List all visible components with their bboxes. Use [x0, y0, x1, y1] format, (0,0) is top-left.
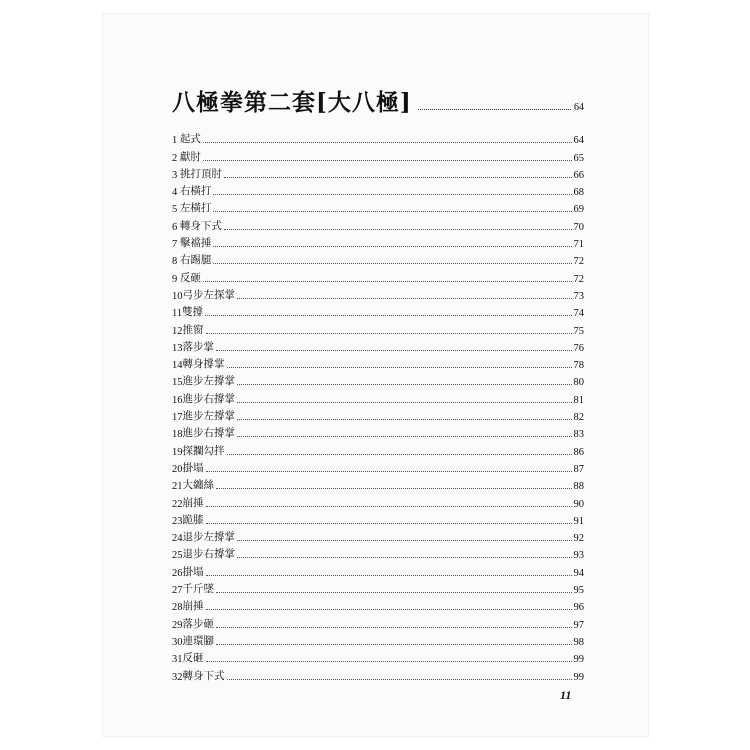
dot-leader [216, 644, 572, 645]
entry-number: 25 [172, 550, 183, 562]
entry-title: 進步左撐掌 [182, 375, 235, 388]
entry-number: 14 [172, 360, 183, 372]
entry-page-number: 83 [573, 429, 584, 441]
entry-page-number: 90 [573, 498, 584, 510]
entry-title: 擊襠捶 [179, 237, 212, 250]
entry-page-number: 81 [573, 394, 584, 406]
entry-title: 落步掌 [182, 340, 214, 353]
dot-leader [213, 211, 571, 212]
entry-page-number: 66 [573, 169, 584, 181]
entry-number: 11 [172, 308, 183, 320]
entry-title: 落步砸 [182, 617, 214, 630]
entry-page-number: 78 [573, 360, 584, 372]
entry-number: 32 [172, 671, 183, 683]
entry-number: 22 [172, 498, 183, 510]
entry-number: 13 [172, 342, 183, 354]
toc-entry [172, 527, 584, 544]
entry-page-number: 88 [573, 481, 584, 493]
entry-page-number: 91 [573, 515, 584, 527]
entry-number: 23 [172, 515, 183, 527]
entry-title: 左橫打 [179, 202, 212, 215]
entry-number: 16 [172, 394, 183, 406]
dot-leader [237, 540, 572, 541]
entry-page-number: 99 [573, 671, 584, 683]
toc-entry [172, 337, 584, 354]
entry-number: 26 [172, 567, 183, 579]
toc-entry [172, 665, 584, 682]
entry-page-number: 69 [573, 204, 584, 216]
entry-title: 連環腳 [182, 634, 214, 647]
dot-leader [237, 298, 572, 299]
entry-page-number: 96 [573, 602, 584, 614]
entry-title: 起式 [179, 133, 201, 146]
toc-entry [172, 648, 584, 665]
toc-list [172, 129, 584, 683]
dot-leader [224, 229, 572, 230]
dot-leader [227, 454, 572, 455]
entry-page-number: 65 [573, 152, 584, 164]
entry-title: 右踢腿 [179, 254, 212, 267]
dot-leader [237, 419, 572, 420]
toc-entry [172, 354, 584, 371]
dot-leader [227, 679, 572, 680]
entry-number: 10 [172, 290, 183, 302]
entry-title: 進步左撐掌 [182, 410, 235, 423]
entry-number: 18 [172, 429, 183, 441]
entry-number: 8 [172, 256, 180, 268]
entry-number: 17 [172, 412, 183, 424]
toc-entry [172, 319, 584, 336]
dot-leader [216, 592, 572, 593]
toc-entry [172, 579, 584, 596]
dot-leader [206, 575, 572, 576]
entry-page-number: 73 [573, 290, 584, 302]
entry-title: 千斤墜 [182, 583, 214, 596]
dot-leader [203, 281, 572, 282]
toc-entry [172, 613, 584, 630]
entry-title: 雙撐 [182, 306, 204, 319]
entry-number: 3 [172, 169, 180, 181]
entry-number: 6 [172, 221, 180, 233]
entry-page-number: 82 [573, 412, 584, 424]
entry-page-number: 72 [573, 256, 584, 268]
toc-entry [172, 250, 584, 267]
entry-title: 退步右撐掌 [182, 548, 235, 561]
dot-leader [213, 194, 571, 195]
entry-number: 28 [172, 602, 183, 614]
entry-title: 崩捶 [182, 496, 204, 509]
toc-entry [172, 302, 584, 319]
entry-page-number: 93 [573, 550, 584, 562]
entry-page-number: 68 [573, 187, 584, 199]
toc-entry [172, 267, 584, 284]
toc-entry [172, 631, 584, 648]
dot-leader [213, 246, 571, 247]
toc-entry [172, 510, 584, 527]
entry-title: 進步右撐掌 [182, 427, 235, 440]
entry-number: 4 [172, 187, 180, 199]
entry-number: 21 [172, 481, 183, 493]
dot-leader [206, 471, 572, 472]
toc-entry [172, 440, 584, 457]
entry-title: 進步右撐掌 [182, 392, 235, 405]
entry-number: 12 [172, 325, 183, 337]
toc-entry [172, 198, 584, 215]
dot-leader [216, 627, 572, 628]
toc-entry [172, 423, 584, 440]
folio-number: 11 [560, 688, 572, 702]
dot-leader [237, 402, 572, 403]
entry-page-number: 70 [573, 221, 584, 233]
entry-title: 跪膝 [182, 513, 204, 526]
entry-page-number: 87 [573, 463, 584, 475]
dot-leader [203, 160, 572, 161]
toc-entry [172, 233, 584, 250]
toc-entry [172, 215, 584, 232]
entry-page-number: 94 [573, 567, 584, 579]
dot-leader [216, 488, 572, 489]
entry-title: 掛塌 [182, 565, 204, 578]
dot-leader [206, 506, 572, 507]
dot-leader [224, 177, 572, 178]
dot-leader [237, 557, 572, 558]
toc-entry [172, 146, 584, 163]
entry-title: 挑打頂肘 [179, 167, 222, 180]
entry-page-number: 72 [573, 273, 584, 285]
dot-leader [216, 350, 572, 351]
entry-page-number: 71 [573, 239, 584, 251]
dot-leader [213, 263, 571, 264]
entry-page-number: 80 [573, 377, 584, 389]
entry-page-number: 95 [573, 585, 584, 597]
entry-title: 推窗 [182, 323, 204, 336]
toc-entry [172, 492, 584, 509]
entry-number: 7 [172, 239, 180, 251]
dot-leader [227, 367, 572, 368]
entry-number: 30 [172, 636, 183, 648]
toc-entry [172, 181, 584, 198]
dot-leader [205, 315, 571, 316]
entry-title: 獻肘 [179, 150, 201, 163]
toc-entry [172, 129, 584, 146]
entry-title: 退步左撐掌 [182, 531, 235, 544]
entry-number: 31 [172, 654, 183, 666]
entry-title: 大纏絲 [182, 479, 214, 492]
entry-title: 轉身下式 [182, 669, 225, 682]
entry-page-number: 75 [573, 325, 584, 337]
toc-entry [172, 285, 584, 302]
entry-title: 反砸 [182, 652, 204, 665]
entry-number: 20 [172, 463, 183, 475]
entry-number: 27 [172, 585, 183, 597]
toc-entry [172, 544, 584, 561]
entry-number: 5 [172, 204, 180, 216]
entry-title: 轉身下式 [179, 219, 222, 232]
entry-number: 2 [172, 152, 180, 164]
entry-page-number: 97 [573, 619, 584, 631]
entry-title: 弓步左探掌 [182, 288, 235, 301]
entry-page-number: 86 [573, 446, 584, 458]
entry-number: 19 [172, 446, 183, 458]
entry-page-number: 98 [573, 636, 584, 648]
section-heading [172, 89, 584, 117]
toc-entry [172, 406, 584, 423]
dot-leader [418, 109, 571, 110]
section-title: 八極拳第二套[大八極] [172, 89, 412, 116]
entry-title: 轉身撐掌 [182, 358, 225, 371]
entry-title: 反砸 [179, 271, 201, 284]
dot-leader [206, 609, 572, 610]
dot-leader [206, 333, 572, 334]
dot-leader [237, 384, 572, 385]
toc-entry [172, 164, 584, 181]
entry-page-number: 76 [573, 342, 584, 354]
entry-number: 1 [172, 135, 180, 147]
entry-number: 29 [172, 619, 183, 631]
entry-title: 探攔勾拌 [182, 444, 225, 457]
entry-page-number: 99 [573, 654, 584, 666]
toc-entry [172, 561, 584, 578]
toc-entry [172, 458, 584, 475]
toc-entry [172, 475, 584, 492]
toc-entry [172, 596, 584, 613]
entry-page-number: 64 [573, 135, 584, 147]
entry-page-number: 74 [573, 308, 584, 320]
entry-number: 24 [172, 533, 183, 545]
entry-title: 崩捶 [182, 600, 204, 613]
section-page-number: 64 [574, 102, 584, 113]
entry-number: 9 [172, 273, 180, 285]
entry-page-number: 92 [573, 533, 584, 545]
entry-title: 右橫打 [179, 185, 212, 198]
dot-leader [206, 523, 572, 524]
entry-title: 掛塌 [182, 461, 204, 474]
dot-leader [203, 142, 572, 143]
toc-entry [172, 388, 584, 405]
entry-number: 15 [172, 377, 183, 389]
dot-leader [206, 661, 572, 662]
toc-entry [172, 371, 584, 388]
dot-leader [237, 436, 572, 437]
